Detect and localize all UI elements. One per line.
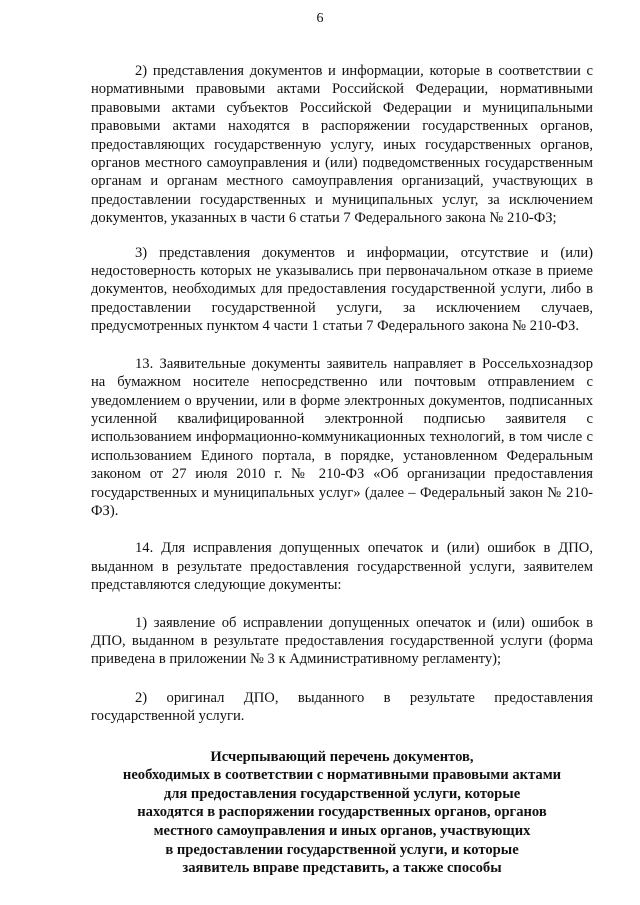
paragraph-14-correction-documents: 14. Для исправления допущенных опечаток и (или) ошибок в ДПО, выданном в результате предоставления государственной услуги, заявителем представляются следующие документы: xyxy=(91,540,593,594)
heading-line: для предоставления государственной услуги, которые xyxy=(163,785,521,802)
section-heading xyxy=(91,748,593,878)
heading-line: находятся в распоряжении государственных органов, органов xyxy=(137,804,547,821)
paragraph-item-2-original-dpo: 2) оригинал ДПО, выданного в результате предоставления государственной услуги. xyxy=(91,689,593,725)
heading-line: Исчерпывающий перечень документов, xyxy=(210,748,474,765)
heading-line: заявитель вправе представить, а также способы xyxy=(182,860,502,877)
document-body xyxy=(91,62,593,878)
heading-line: необходимых в соответствии с нормативными правовыми актами xyxy=(122,767,562,784)
heading-line: в предоставлении государственной услуги, и которые xyxy=(165,841,519,858)
paragraph-item-1-correction-application: 1) заявление об исправлении допущенных опечаток и (или) ошибок в ДПО, выданном в результате предоставления государственной услуги (форма приведена в приложении № 3 к Административному регламенту); xyxy=(91,614,593,668)
paragraph-item-3-representation-documents: 3) представления документов и информации, отсутствие и (или) недостоверность которых не указывались при первоначальном отказе в приеме документов, необходимых для предоставления государственной услуги, либо в предоставлении государственной услуги, за исключением случаев, предусмотренных пунктом 4 части 1 статьи 7 Федерального закона № 210-ФЗ. xyxy=(91,244,593,335)
paragraph-13-application-documents: 13. Заявительные документы заявитель направляет в Россельхознадзор на бумажном носителе непосредственно или почтовым отправлением с уведомлением о вручении, или в форме электронных документов, подписанных усиленной квалифицированной электронной подписью заявителя с использованием информационно-коммуникационных технологий, в том числе с использованием Единого портала, в порядке, установленном Федеральным законом от 27 июля 2010 г. № 210-ФЗ «Об организации предоставления государственных и муниципальных услуг» (далее – Федеральный закон № 210-ФЗ). xyxy=(91,355,593,519)
paragraph-item-2-representation-documents: 2) представления документов и информации, которые в соответствии с нормативными правовыми актами Российской Федерации, нормативными правовыми актами субъектов Российской Федерации и муниципальными правовыми актами находятся в распоряжении государственных органов, предоставляющих государственную услугу, иных государственных органов, органов местного самоуправления и (или) подведомственных государственным органам и органам местного самоуправления организаций, участвующих в предоставлении государственных и муниципальных услуг, за исключением документов, указанных в части 6 статьи 7 Федерального закона № 210-ФЗ; xyxy=(91,63,593,227)
heading-line: местного самоуправления и иных органов, участвующих xyxy=(153,822,531,839)
page-number: 6 xyxy=(316,11,324,26)
